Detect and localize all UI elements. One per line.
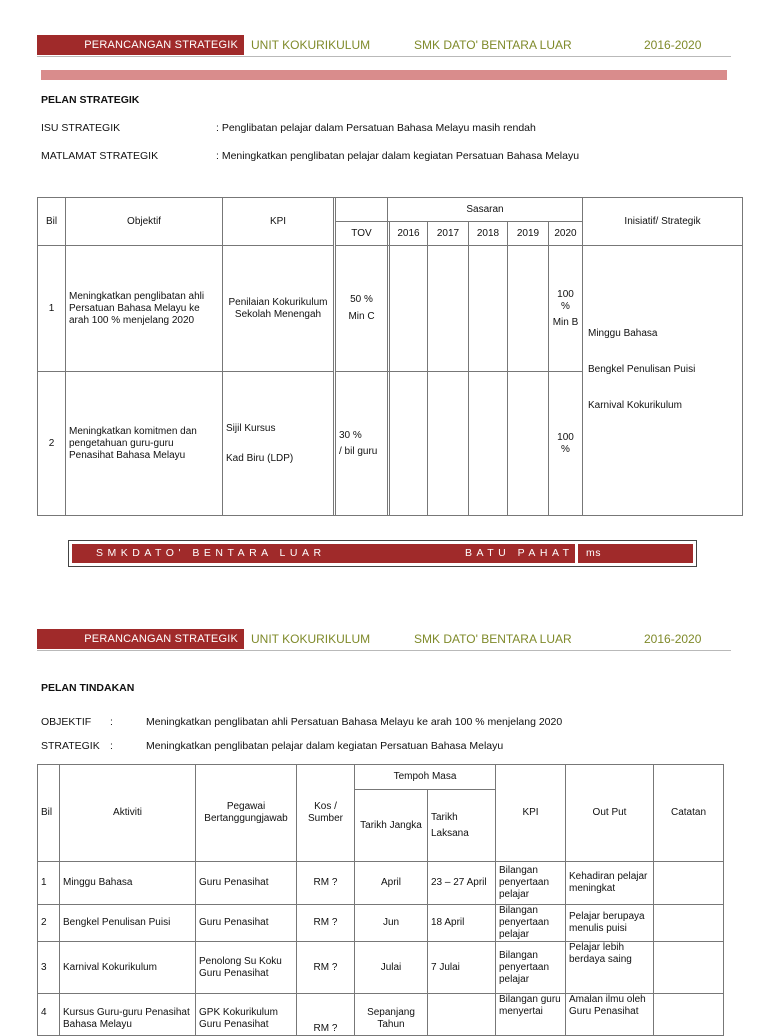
th-bil: Bil [38, 198, 66, 246]
row2-kpi-b: Kad Biru (LDP) [226, 452, 294, 464]
header-divider [37, 56, 731, 57]
row1-aktiviti: Minggu Bahasa [60, 862, 196, 905]
row1-catatan [654, 862, 724, 905]
strategik-label: STRATEGIK [41, 740, 100, 752]
row1-2016 [390, 246, 428, 372]
th-pegawai: Pegawai Bertanggungjawab [196, 765, 297, 862]
header-school: SMK DATO' BENTARA LUAR [414, 632, 572, 646]
row2-tov-pct: 30 % [339, 429, 362, 441]
matlamat-value: : Meningkatkan penglibatan pelajar dalam kegiatan Persatuan Bahasa Melayu [216, 150, 580, 162]
table-row [38, 905, 724, 942]
row2-2018 [469, 372, 508, 516]
row3-output: Pelajar lebih berdaya saing [566, 942, 654, 994]
row4-kpi: Bilangan guru menyertai [496, 994, 566, 1036]
th-kpi: KPI [496, 765, 566, 862]
table-row [38, 942, 724, 994]
th-objektif: Objektif [66, 198, 223, 246]
row1-kpi: Bilangan penyertaan pelajar [496, 862, 566, 905]
row4-catatan [654, 994, 724, 1036]
header-unit: UNIT KOKURIKULUM [251, 632, 371, 646]
th-2016: 2016 [390, 222, 428, 246]
row1-objektif: Meningkatkan penglibatan ahli Persatuan Bahasa Melayu ke arah 100 % menjelang 2020 [66, 246, 223, 372]
row4-aktiviti: Kursus Guru-guru Penasihat Bahasa Melayu [60, 994, 196, 1036]
header-years: 2016-2020 [644, 632, 702, 646]
initiative-item: Minggu Bahasa [588, 328, 658, 339]
th-tarikh-laksana: Tarikh Laksana [428, 790, 496, 862]
initiatives-cell [583, 246, 743, 516]
footer-code: ms [586, 547, 601, 559]
row1-2018 [469, 246, 508, 372]
header-unit: UNIT KOKURIKULUM [251, 38, 371, 52]
row1-output: Kehadiran pelajar meningkat [566, 862, 654, 905]
isu-label: ISU STRATEGIK [41, 122, 121, 134]
row1-kpi: Penilaian Kokurikulum Sekolah Menengah [223, 246, 334, 372]
initiative-item: Bengkel Penulisan Puisi [588, 364, 696, 375]
row2-2016 [390, 372, 428, 516]
row3-jangka: Julai [355, 942, 428, 994]
row3-catatan [654, 942, 724, 994]
row1-tov-pct: 50 % [350, 294, 373, 305]
isu-value: : Penglibatan pelajar dalam Persatuan Bahasa Melayu masih rendah [216, 122, 536, 134]
row2-kos: RM ? [297, 905, 355, 942]
strategic-plan-table [37, 197, 743, 516]
row1-tov-min: Min C [348, 311, 375, 322]
row1-2020-min: Min B [552, 316, 579, 328]
objektif-value: Meningkatkan penglibatan ahli Persatuan Bahasa Melayu ke arah 100 % menjelang 2020 [146, 716, 563, 728]
row3-kos: RM ? [297, 942, 355, 994]
matlamat-label: MATLAMAT STRATEGIK [41, 150, 159, 162]
row2-2017 [428, 372, 469, 516]
th-blank [336, 198, 388, 222]
table-row [38, 246, 743, 372]
row1-bil: 1 [38, 246, 66, 372]
row4-bil: 4 [38, 994, 60, 1036]
row1-bil: 1 [38, 862, 60, 905]
footer-bar [68, 540, 697, 567]
initiative-item: Karnival Kokurikulum [588, 400, 682, 411]
row3-aktiviti: Karnival Kokurikulum [60, 942, 196, 994]
th-2020: 2020 [549, 222, 583, 246]
strategic-plan-title: PELAN STRATEGIK [41, 94, 140, 106]
strategik-colon: : [110, 740, 113, 752]
th-2018: 2018 [469, 222, 508, 246]
row4-laksana [428, 994, 496, 1036]
row3-pegawai: Penolong Su Koku Guru Penasihat [196, 942, 297, 994]
row1-2020 [549, 246, 583, 372]
objektif-label: OBJEKTIF [41, 716, 92, 728]
th-output: Out Put [566, 765, 654, 862]
row1-tov [336, 246, 388, 372]
strategik-value: Meningkatkan penglibatan pelajar dalam kegiatan Persatuan Bahasa Melayu [146, 740, 504, 752]
row2-laksana: 18 April [428, 905, 496, 942]
action-plan-title: PELAN TINDAKAN [41, 682, 135, 694]
row4-output: Amalan ilmu oleh Guru Penasihat [566, 994, 654, 1036]
table-row [38, 862, 724, 905]
action-plan-table [37, 764, 724, 1036]
th-catatan: Catatan [654, 765, 724, 862]
row2-objektif: Meningkatkan komitmen dan pengetahuan guru-guru Penasihat Bahasa Melayu [66, 372, 223, 516]
row1-2019 [508, 246, 549, 372]
th-inisiatif: Inisiatif/ Strategik [583, 198, 743, 246]
row2-output: Pelajar berupaya menulis puisi [566, 905, 654, 942]
row2-pegawai: Guru Penasihat [196, 905, 297, 942]
row1-pegawai: Guru Penasihat [196, 862, 297, 905]
th-tempoh: Tempoh Masa [355, 765, 496, 790]
row1-kos: RM ? [297, 862, 355, 905]
row2-2020: 100 % [549, 372, 583, 516]
footer-fill [72, 544, 693, 563]
row2-bil: 2 [38, 372, 66, 516]
row3-bil: 3 [38, 942, 60, 994]
header-years: 2016-2020 [644, 38, 702, 52]
th-kos: Kos / Sumber [297, 765, 355, 862]
th-sasaran: Sasaran [388, 198, 583, 222]
row2-kpi: Bilangan penyertaan pelajar [496, 905, 566, 942]
row3-laksana: 7 Julai [428, 942, 496, 994]
row4-pegawai: GPK Kokurikulum Guru Penasihat [196, 994, 297, 1036]
row2-tov [336, 372, 388, 516]
table-row [38, 994, 724, 1036]
row4-kos: RM ? [297, 994, 355, 1036]
header-tag: PERANCANGAN STRATEGIK [37, 629, 244, 649]
header-school: SMK DATO' BENTARA LUAR [414, 38, 572, 52]
row2-catatan [654, 905, 724, 942]
row3-kpi: Bilangan penyertaan pelajar [496, 942, 566, 994]
row1-laksana: 23 – 27 April [428, 862, 496, 905]
th-bil: Bil [38, 765, 60, 862]
row2-kpi [223, 372, 334, 516]
row2-kpi-a: Sijil Kursus [226, 422, 276, 434]
th-2019: 2019 [508, 222, 549, 246]
th-aktiviti: Aktiviti [60, 765, 196, 862]
row2-aktiviti: Bengkel Penulisan Puisi [60, 905, 196, 942]
row1-2020-pct: 100 % [557, 288, 574, 312]
row1-jangka: April [355, 862, 428, 905]
th-2017: 2017 [428, 222, 469, 246]
header-pink-bar [41, 70, 727, 80]
th-tov: TOV [336, 222, 388, 246]
footer-separator [575, 544, 578, 563]
th-tarikh-jangka: Tarikh Jangka [355, 790, 428, 862]
row2-bil: 2 [38, 905, 60, 942]
footer-district: BATU PAHAT [465, 547, 574, 559]
row1-2017 [428, 246, 469, 372]
header-divider [37, 650, 731, 651]
th-kpi: KPI [223, 198, 334, 246]
row4-jangka: Sepanjang Tahun [355, 994, 428, 1036]
objektif-colon: : [110, 716, 113, 728]
row2-jangka: Jun [355, 905, 428, 942]
footer-school: SMKDATO' BENTARA LUAR [96, 547, 326, 559]
header-tag: PERANCANGAN STRATEGIK [37, 35, 244, 55]
row2-tov-bil: / bil guru [339, 445, 378, 457]
row2-2019 [508, 372, 549, 516]
